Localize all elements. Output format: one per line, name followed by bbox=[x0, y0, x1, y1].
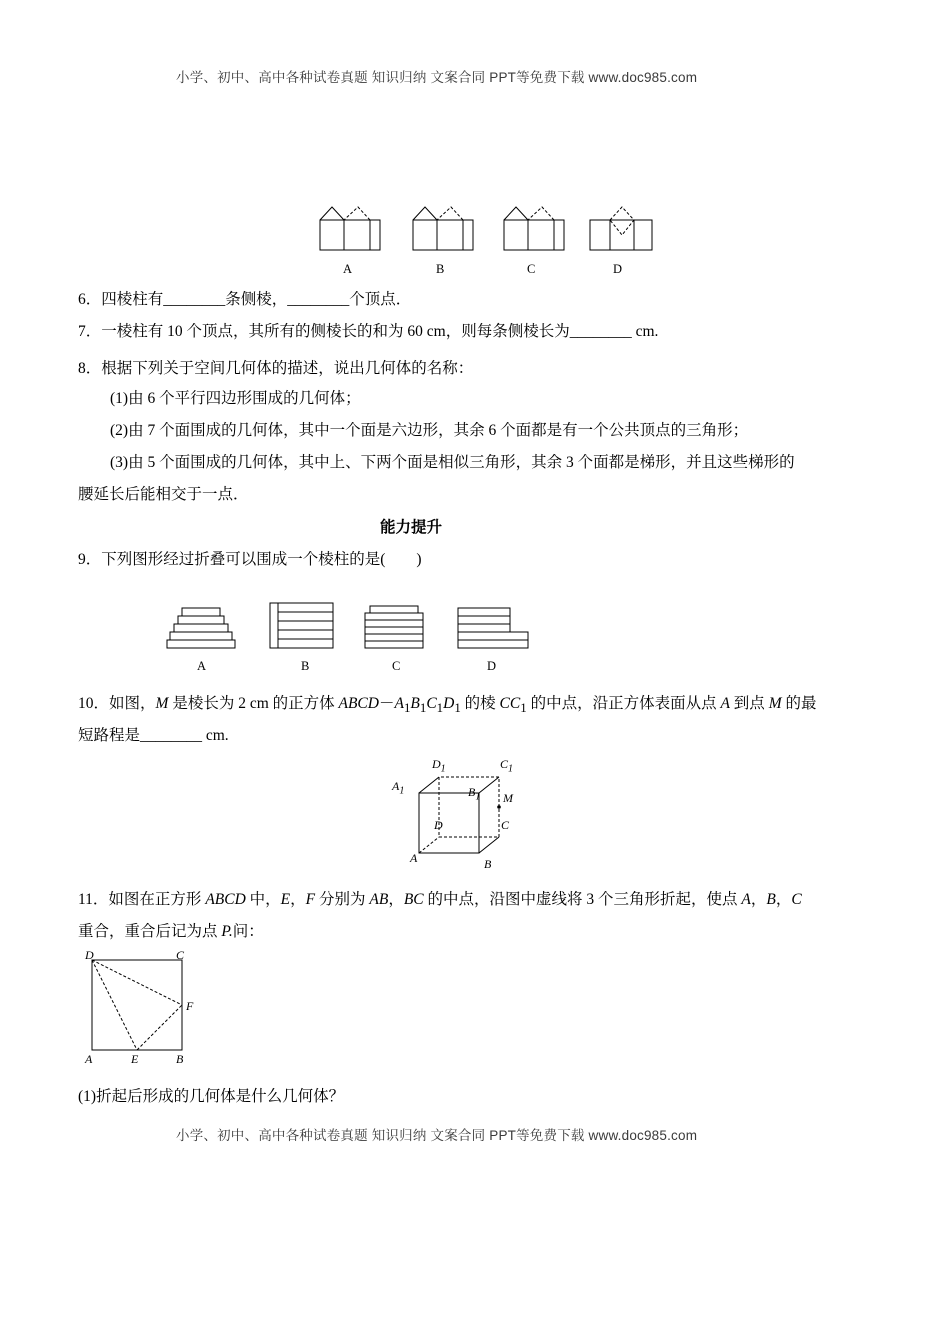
cube-label-m: M bbox=[503, 791, 513, 805]
square-label-f: F bbox=[186, 999, 194, 1013]
figure-cube bbox=[405, 755, 565, 867]
figure-prism-nets bbox=[300, 195, 660, 275]
figure-stacked-rect-nets bbox=[165, 600, 545, 658]
question-8-part-2: (2)由 7 个面围成的几何体，其中一个面是六边形，其余 6 个面都是有一个公共顶点的三角形； bbox=[110, 422, 749, 439]
cube-label-c: C bbox=[501, 818, 510, 832]
square-label-d: D bbox=[85, 948, 94, 962]
question-8-part-1: (1)由 6 个平行四边形围成的几何体； bbox=[110, 390, 361, 407]
cube-label-b1: $B_1$ bbox=[468, 785, 481, 803]
question-8: 8．根据下列关于空间几何体的描述，说出几何体的名称： bbox=[78, 360, 474, 377]
cube-label-d1: $D_1$ bbox=[432, 757, 446, 775]
figure-top-label-c: C bbox=[527, 262, 536, 276]
cube-label-a: A bbox=[410, 851, 418, 865]
question-8-part-3: (3)由 5 个面围成的几何体，其中上、下两个面是相似三角形，其余 3 个面都是梯形，并且这些梯形的 bbox=[110, 454, 795, 471]
question-10-line-2: 短路程是________ cm. bbox=[78, 727, 229, 744]
question-9: 9．下列图形经过折叠可以围成一个棱柱的是( ) bbox=[78, 551, 422, 568]
question-11-sub-1: (1)折起后形成的几何体是什么几何体？ bbox=[78, 1088, 345, 1105]
figure-top-label-d: D bbox=[613, 262, 623, 276]
figure-top-label-b: B bbox=[436, 262, 445, 276]
question-7: 7．一棱柱有 10 个顶点，其所有的侧棱长的和为 60 cm，则每条侧棱长为________ cm. bbox=[78, 323, 659, 340]
section-heading-ability: 能力提升 bbox=[380, 519, 443, 536]
question-8-part-3-cont: 腰延长后能相交于一点． bbox=[78, 486, 249, 503]
question-11-line-2: 重合，重合后记为点 P.问： bbox=[78, 923, 264, 940]
cube-label-c1: $C_1$ bbox=[500, 757, 514, 775]
question-10-line-1: 10．如图，M 是棱长为 2 cm 的正方体 $ABCD-A_1B_1C_1D_1$ 的棱 $CC_1$ 的中点，沿正方体表面从点 A 到点 M 的最 bbox=[78, 695, 817, 716]
question-6: 6．四棱柱有________条侧棱，________个顶点． bbox=[78, 291, 412, 308]
question-11-line-1: 11．如图在正方形 ABCD 中，E，F 分别为 AB，BC 的中点，沿图中虚线将 3 个三角形折起，使点 A，B，C bbox=[78, 891, 802, 908]
square-label-e: E bbox=[131, 1052, 139, 1066]
square-label-a: A bbox=[85, 1052, 93, 1066]
watermark-top: 小学、初中、高中各种试卷真题 知识归纳 文案合同 PPT等免费下载 www.doc985.com bbox=[176, 70, 698, 85]
figure-square-fold bbox=[80, 950, 200, 1060]
cube-label-d: D bbox=[434, 818, 443, 832]
figure-q9-label-d: D bbox=[487, 659, 497, 673]
cube-label-a1: $A_1$ bbox=[392, 779, 405, 797]
watermark-bottom: 小学、初中、高中各种试卷真题 知识归纳 文案合同 PPT等免费下载 www.doc985.com bbox=[176, 1128, 698, 1143]
square-label-b: B bbox=[176, 1052, 184, 1066]
cube-label-b: B bbox=[484, 857, 492, 871]
figure-q9-label-c: C bbox=[392, 659, 401, 673]
square-label-c: C bbox=[176, 948, 185, 962]
figure-q9-label-b: B bbox=[301, 659, 310, 673]
figure-top-label-a: A bbox=[343, 262, 353, 276]
figure-q9-label-a: A bbox=[197, 659, 207, 673]
